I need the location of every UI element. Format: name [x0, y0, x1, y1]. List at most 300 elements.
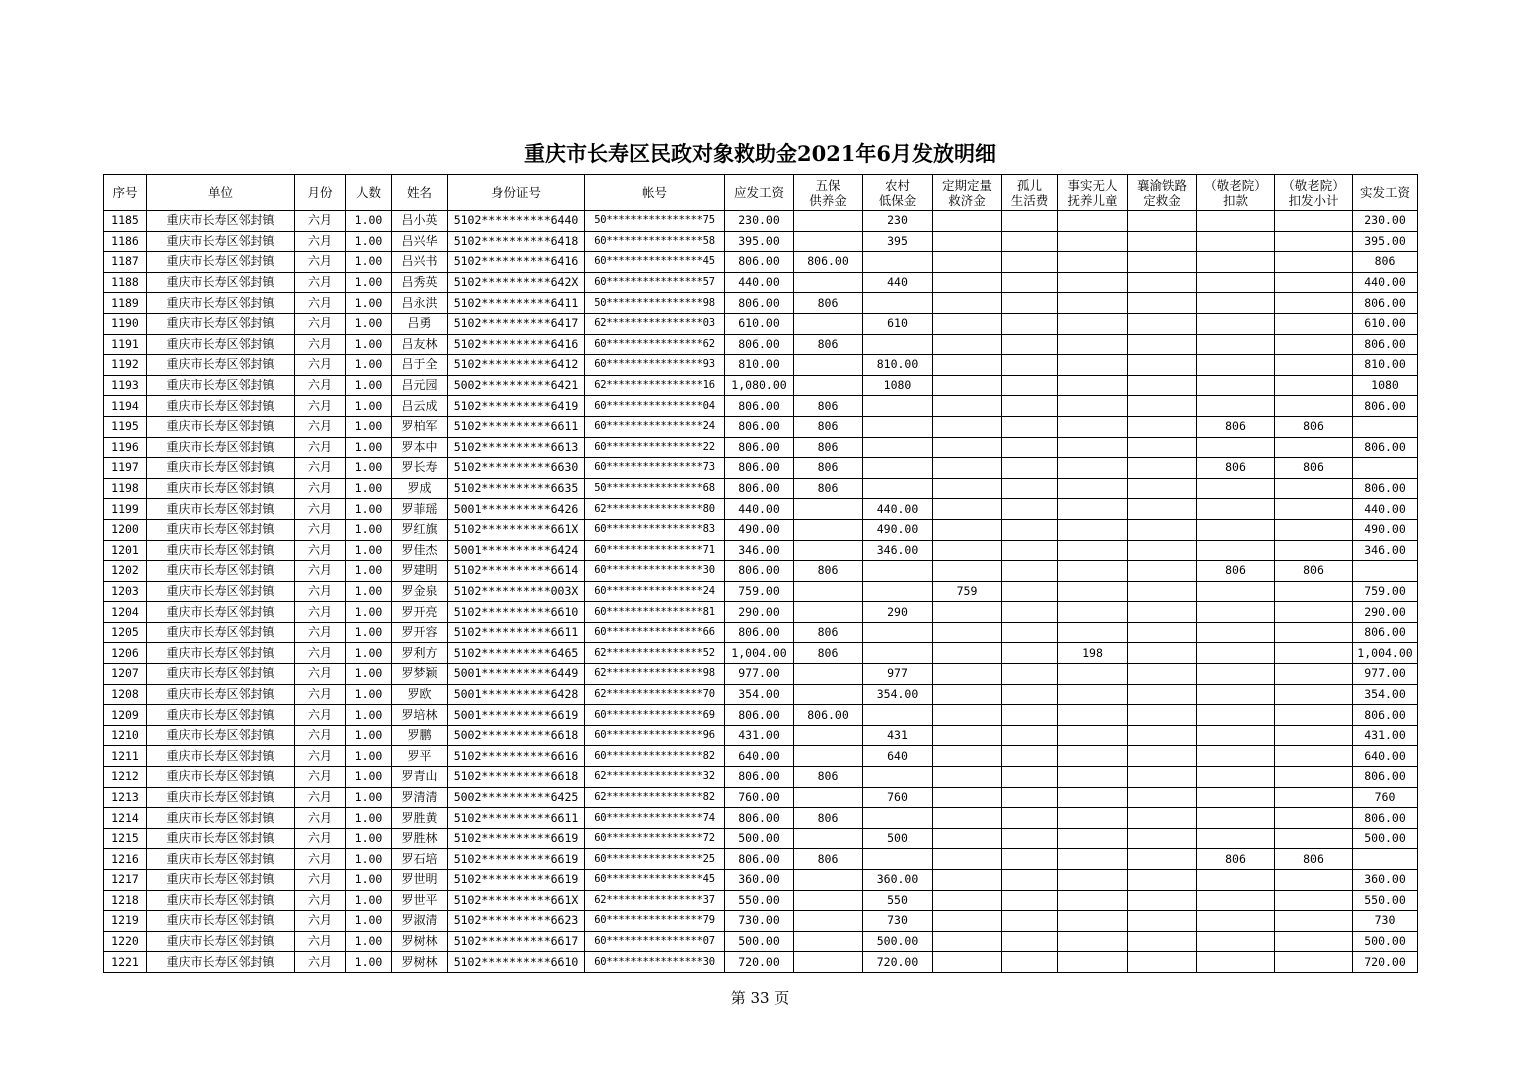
table-cell [1128, 437, 1197, 458]
table-cell: 六月 [295, 664, 346, 685]
table-cell: 610.00 [1353, 313, 1418, 334]
table-cell [1002, 540, 1058, 561]
table-cell: 罗淑清 [392, 911, 448, 932]
table-cell: 罗柏军 [392, 416, 448, 437]
table-cell [1197, 643, 1275, 664]
table-cell [1128, 849, 1197, 870]
table-cell: 六月 [295, 355, 346, 376]
table-cell: 六月 [295, 581, 346, 602]
table-cell [863, 808, 933, 829]
table-cell [1002, 787, 1058, 808]
table-cell: 罗清清 [392, 787, 448, 808]
table-cell: 1192 [104, 355, 147, 376]
table-cell: 罗本中 [392, 437, 448, 458]
table-cell: 5102**********6417 [448, 313, 585, 334]
table-cell: 1.00 [346, 272, 392, 293]
table-cell: 62****************37 [585, 890, 725, 911]
table-cell: 5102**********6465 [448, 643, 585, 664]
table-cell [1058, 746, 1128, 767]
table-cell: 1.00 [346, 416, 392, 437]
table-cell: 500.00 [1353, 828, 1418, 849]
table-header-row [104, 175, 1418, 211]
table-cell: 5102**********6619 [448, 828, 585, 849]
table-row [104, 458, 1418, 479]
table-cell [1002, 313, 1058, 334]
table-cell [1275, 684, 1353, 705]
table-cell: 1190 [104, 313, 147, 334]
column-header: 单位 [147, 175, 295, 211]
table-cell: 六月 [295, 499, 346, 520]
table-cell [794, 725, 863, 746]
table-cell: 806 [1197, 849, 1275, 870]
table-cell [1275, 808, 1353, 829]
table-cell [1128, 581, 1197, 602]
table-cell: 罗培林 [392, 705, 448, 726]
table-cell: 5001**********6428 [448, 684, 585, 705]
table-cell: 六月 [295, 952, 346, 973]
table-cell: 罗石培 [392, 849, 448, 870]
table-cell: 5102**********6619 [448, 849, 585, 870]
table-cell: 550 [863, 890, 933, 911]
table-cell: 62****************16 [585, 375, 725, 396]
table-cell: 806 [794, 396, 863, 417]
table-cell [1002, 705, 1058, 726]
table-cell [1197, 334, 1275, 355]
table-cell: 1.00 [346, 952, 392, 973]
table-cell: 1.00 [346, 540, 392, 561]
table-cell [1002, 458, 1058, 479]
table-cell: 500.00 [1353, 931, 1418, 952]
table-cell [1128, 272, 1197, 293]
table-cell: 806.00 [1353, 334, 1418, 355]
table-cell [794, 211, 863, 232]
table-cell [1002, 911, 1058, 932]
table-cell [1197, 808, 1275, 829]
table-cell [1275, 828, 1353, 849]
table-cell [1197, 540, 1275, 561]
table-cell: 62****************98 [585, 664, 725, 685]
table-cell: 806 [1197, 561, 1275, 582]
table-cell: 5102**********6419 [448, 396, 585, 417]
table-body [104, 211, 1418, 973]
table-cell [1002, 622, 1058, 643]
table-cell: 罗树林 [392, 931, 448, 952]
table-cell: 5001**********6449 [448, 664, 585, 685]
table-cell: 六月 [295, 746, 346, 767]
table-cell: 5002**********6618 [448, 725, 585, 746]
table-cell [1197, 272, 1275, 293]
table-cell: 1.00 [346, 231, 392, 252]
table-cell: 1.00 [346, 334, 392, 355]
table-cell: 重庆市长寿区邻封镇 [147, 643, 295, 664]
table-cell: 550.00 [1353, 890, 1418, 911]
table-cell: 806.00 [725, 849, 794, 870]
table-row [104, 396, 1418, 417]
table-cell: 550.00 [725, 890, 794, 911]
table-cell [1002, 211, 1058, 232]
table-cell: 1195 [104, 416, 147, 437]
table-row [104, 416, 1418, 437]
table-cell: 806 [1197, 458, 1275, 479]
table-cell: 977.00 [1353, 664, 1418, 685]
table-cell: 罗开亮 [392, 602, 448, 623]
table-cell: 1201 [104, 540, 147, 561]
table-cell: 重庆市长寿区邻封镇 [147, 499, 295, 520]
table-cell [1058, 870, 1128, 891]
table-cell [933, 931, 1002, 952]
table-row [104, 828, 1418, 849]
table-cell: 60****************45 [585, 870, 725, 891]
table-cell [863, 705, 933, 726]
table-cell: 重庆市长寿区邻封镇 [147, 231, 295, 252]
table-cell [1275, 211, 1353, 232]
table-cell: 806 [794, 416, 863, 437]
table-cell: 六月 [295, 561, 346, 582]
table-cell: 罗树林 [392, 952, 448, 973]
table-cell: 六月 [295, 478, 346, 499]
table-cell: 重庆市长寿区邻封镇 [147, 664, 295, 685]
table-cell: 重庆市长寿区邻封镇 [147, 293, 295, 314]
table-cell [1197, 952, 1275, 973]
table-cell [1275, 478, 1353, 499]
table-cell [933, 808, 1002, 829]
table-cell [933, 396, 1002, 417]
table-cell: 罗红旗 [392, 519, 448, 540]
table-cell: 806 [794, 849, 863, 870]
table-cell: 5102**********003X [448, 581, 585, 602]
table-cell: 60****************04 [585, 396, 725, 417]
table-cell: 1.00 [346, 622, 392, 643]
table-cell: 1,004.00 [1353, 643, 1418, 664]
table-cell: 吕勇 [392, 313, 448, 334]
table-cell: 重庆市长寿区邻封镇 [147, 252, 295, 273]
table-cell: 1210 [104, 725, 147, 746]
table-cell [794, 746, 863, 767]
table-cell: 759.00 [725, 581, 794, 602]
table-cell [794, 581, 863, 602]
table-cell: 1196 [104, 437, 147, 458]
table-cell: 5102**********6611 [448, 416, 585, 437]
table-cell: 重庆市长寿区邻封镇 [147, 478, 295, 499]
table-cell: 1.00 [346, 828, 392, 849]
table-cell: 5102**********6411 [448, 293, 585, 314]
table-cell: 760 [1353, 787, 1418, 808]
table-cell: 六月 [295, 540, 346, 561]
table-cell: 重庆市长寿区邻封镇 [147, 725, 295, 746]
table-cell [1197, 396, 1275, 417]
table-cell: 1186 [104, 231, 147, 252]
table-cell [1128, 519, 1197, 540]
table-cell: 六月 [295, 787, 346, 808]
table-cell: 60****************58 [585, 231, 725, 252]
table-cell: 806 [794, 643, 863, 664]
table-cell [1058, 684, 1128, 705]
table-cell [933, 787, 1002, 808]
table-cell: 730 [1353, 911, 1418, 932]
table-cell [1058, 252, 1128, 273]
table-cell [1275, 931, 1353, 952]
table-cell: 重庆市长寿区邻封镇 [147, 890, 295, 911]
table-cell [1128, 334, 1197, 355]
table-cell: 360.00 [1353, 870, 1418, 891]
page-number: 第 33 页 [730, 989, 790, 1007]
table-cell [1275, 581, 1353, 602]
table-cell: 60****************73 [585, 458, 725, 479]
table-cell [1128, 787, 1197, 808]
table-row [104, 437, 1418, 458]
table-row [104, 602, 1418, 623]
table-cell: 六月 [295, 828, 346, 849]
table-cell [1128, 828, 1197, 849]
table-cell: 806 [794, 334, 863, 355]
table-cell: 60****************24 [585, 581, 725, 602]
table-cell: 360.00 [863, 870, 933, 891]
table-cell [1058, 375, 1128, 396]
table-cell [1002, 334, 1058, 355]
table-cell: 5102**********6613 [448, 437, 585, 458]
table-cell: 230.00 [725, 211, 794, 232]
table-cell: 60****************24 [585, 416, 725, 437]
table-cell: 60****************69 [585, 705, 725, 726]
relief-fund-table [103, 174, 1418, 973]
table-cell [1128, 767, 1197, 788]
table-cell: 重庆市长寿区邻封镇 [147, 746, 295, 767]
table-cell: 806.00 [725, 396, 794, 417]
table-cell: 1206 [104, 643, 147, 664]
table-cell: 1.00 [346, 458, 392, 479]
table-row [104, 890, 1418, 911]
table-cell: 1.00 [346, 849, 392, 870]
table-row [104, 581, 1418, 602]
table-cell: 1205 [104, 622, 147, 643]
table-cell: 198 [1058, 643, 1128, 664]
table-cell: 500.00 [725, 828, 794, 849]
table-cell [1275, 705, 1353, 726]
table-cell [933, 499, 1002, 520]
column-header: （敬老院） 扣款 [1197, 175, 1275, 211]
table-cell: 1.00 [346, 664, 392, 685]
table-cell: 1202 [104, 561, 147, 582]
table-cell [933, 643, 1002, 664]
table-cell [933, 705, 1002, 726]
table-row [104, 231, 1418, 252]
document-title: 重庆市长寿区民政对象救助金2021年6月发放明细 [523, 141, 997, 166]
table-cell: 640 [863, 746, 933, 767]
table-cell [1275, 519, 1353, 540]
table-cell [863, 458, 933, 479]
table-cell: 1.00 [346, 581, 392, 602]
table-cell: 759.00 [1353, 581, 1418, 602]
table-cell: 罗鹏 [392, 725, 448, 746]
table-cell: 431.00 [1353, 725, 1418, 746]
table-cell [1197, 767, 1275, 788]
table-cell: 60****************45 [585, 252, 725, 273]
table-cell: 500 [863, 828, 933, 849]
table-cell [1197, 231, 1275, 252]
table-cell [933, 272, 1002, 293]
table-cell [1058, 911, 1128, 932]
table-cell: 62****************82 [585, 787, 725, 808]
table-cell: 440 [863, 272, 933, 293]
table-cell: 1215 [104, 828, 147, 849]
table-cell [1058, 478, 1128, 499]
table-cell: 290.00 [725, 602, 794, 623]
table-cell [1058, 334, 1128, 355]
table-cell [1197, 746, 1275, 767]
table-cell [1275, 252, 1353, 273]
column-header: 事实无人 抚养儿童 [1058, 175, 1128, 211]
table-cell: 431.00 [725, 725, 794, 746]
table-cell: 5102**********661X [448, 890, 585, 911]
table-cell: 1.00 [346, 911, 392, 932]
table-row [104, 561, 1418, 582]
table-cell: 吕小英 [392, 211, 448, 232]
table-cell [1197, 499, 1275, 520]
table-cell [933, 664, 1002, 685]
table-cell: 5001**********6619 [448, 705, 585, 726]
table-cell: 806 [1197, 416, 1275, 437]
table-cell: 806.00 [725, 767, 794, 788]
table-cell: 罗成 [392, 478, 448, 499]
table-cell: 1221 [104, 952, 147, 973]
table-cell [1058, 272, 1128, 293]
table-cell: 5102**********6412 [448, 355, 585, 376]
table-cell: 440.00 [1353, 272, 1418, 293]
table-cell [1197, 519, 1275, 540]
table-cell: 六月 [295, 437, 346, 458]
table-cell: 395 [863, 231, 933, 252]
table-cell [1275, 870, 1353, 891]
table-cell: 罗胜黄 [392, 808, 448, 829]
table-cell: 1.00 [346, 705, 392, 726]
table-cell: 806 [1275, 849, 1353, 870]
table-cell [933, 952, 1002, 973]
table-cell [1275, 334, 1353, 355]
table-cell: 60****************83 [585, 519, 725, 540]
table-cell: 吕秀英 [392, 272, 448, 293]
table-cell [933, 416, 1002, 437]
table-cell: 806.00 [1353, 705, 1418, 726]
table-cell: 重庆市长寿区邻封镇 [147, 808, 295, 829]
table-cell [1002, 293, 1058, 314]
table-cell [1058, 890, 1128, 911]
table-cell [933, 478, 1002, 499]
table-cell: 806 [794, 293, 863, 314]
table-cell [1002, 437, 1058, 458]
table-cell [794, 272, 863, 293]
table-cell: 六月 [295, 890, 346, 911]
table-cell: 1.00 [346, 602, 392, 623]
table-cell: 5001**********6424 [448, 540, 585, 561]
table-row [104, 911, 1418, 932]
table-cell: 5102**********6611 [448, 622, 585, 643]
table-cell [863, 416, 933, 437]
table-cell: 5102**********6616 [448, 746, 585, 767]
table-row [104, 664, 1418, 685]
table-cell [1058, 581, 1128, 602]
table-cell [933, 849, 1002, 870]
table-cell: 1191 [104, 334, 147, 355]
table-cell [1058, 952, 1128, 973]
table-row [104, 808, 1418, 829]
table-cell: 六月 [295, 211, 346, 232]
table-cell: 1.00 [346, 643, 392, 664]
table-cell: 5102**********6418 [448, 231, 585, 252]
table-cell [1128, 313, 1197, 334]
table-cell: 重庆市长寿区邻封镇 [147, 581, 295, 602]
table-cell: 346.00 [1353, 540, 1418, 561]
table-row [104, 725, 1418, 746]
table-cell: 62****************70 [585, 684, 725, 705]
table-row [104, 787, 1418, 808]
table-cell: 罗平 [392, 746, 448, 767]
table-cell: 1,004.00 [725, 643, 794, 664]
table-cell: 806.00 [1353, 808, 1418, 829]
table-cell [1128, 561, 1197, 582]
table-cell: 1.00 [346, 808, 392, 829]
table-cell: 1.00 [346, 211, 392, 232]
table-cell [1128, 396, 1197, 417]
table-cell: 1213 [104, 787, 147, 808]
table-cell [794, 911, 863, 932]
table-row [104, 272, 1418, 293]
table-cell [933, 746, 1002, 767]
table-cell: 罗欧 [392, 684, 448, 705]
table-cell [863, 396, 933, 417]
table-cell [1197, 870, 1275, 891]
table-cell: 230 [863, 211, 933, 232]
table-cell [1128, 458, 1197, 479]
table-cell: 60****************30 [585, 561, 725, 582]
table-cell [933, 725, 1002, 746]
table-cell [1275, 767, 1353, 788]
table-cell [863, 849, 933, 870]
table-cell: 六月 [295, 705, 346, 726]
table-cell: 490.00 [1353, 519, 1418, 540]
table-cell: 重庆市长寿区邻封镇 [147, 355, 295, 376]
table-cell [1058, 931, 1128, 952]
table-cell: 759 [933, 581, 1002, 602]
table-cell: 重庆市长寿区邻封镇 [147, 622, 295, 643]
table-cell: 六月 [295, 849, 346, 870]
table-cell [1058, 313, 1128, 334]
table-cell [1128, 684, 1197, 705]
table-cell [1128, 540, 1197, 561]
table-cell: 977 [863, 664, 933, 685]
table-row [104, 746, 1418, 767]
table-cell: 六月 [295, 293, 346, 314]
table-cell: 重庆市长寿区邻封镇 [147, 416, 295, 437]
table-cell: 罗胜林 [392, 828, 448, 849]
table-cell [1197, 787, 1275, 808]
table-cell [1275, 375, 1353, 396]
table-cell [1058, 561, 1128, 582]
table-cell: 290.00 [1353, 602, 1418, 623]
table-cell: 1197 [104, 458, 147, 479]
table-cell [794, 870, 863, 891]
table-cell [1002, 890, 1058, 911]
table-cell: 1,080.00 [725, 375, 794, 396]
table-row [104, 540, 1418, 561]
table-cell: 重庆市长寿区邻封镇 [147, 849, 295, 870]
table-cell: 六月 [295, 931, 346, 952]
table-cell: 1218 [104, 890, 147, 911]
table-cell: 重庆市长寿区邻封镇 [147, 870, 295, 891]
table-cell [1058, 416, 1128, 437]
table-cell: 346.00 [863, 540, 933, 561]
table-cell [1128, 375, 1197, 396]
table-cell: 62****************32 [585, 767, 725, 788]
